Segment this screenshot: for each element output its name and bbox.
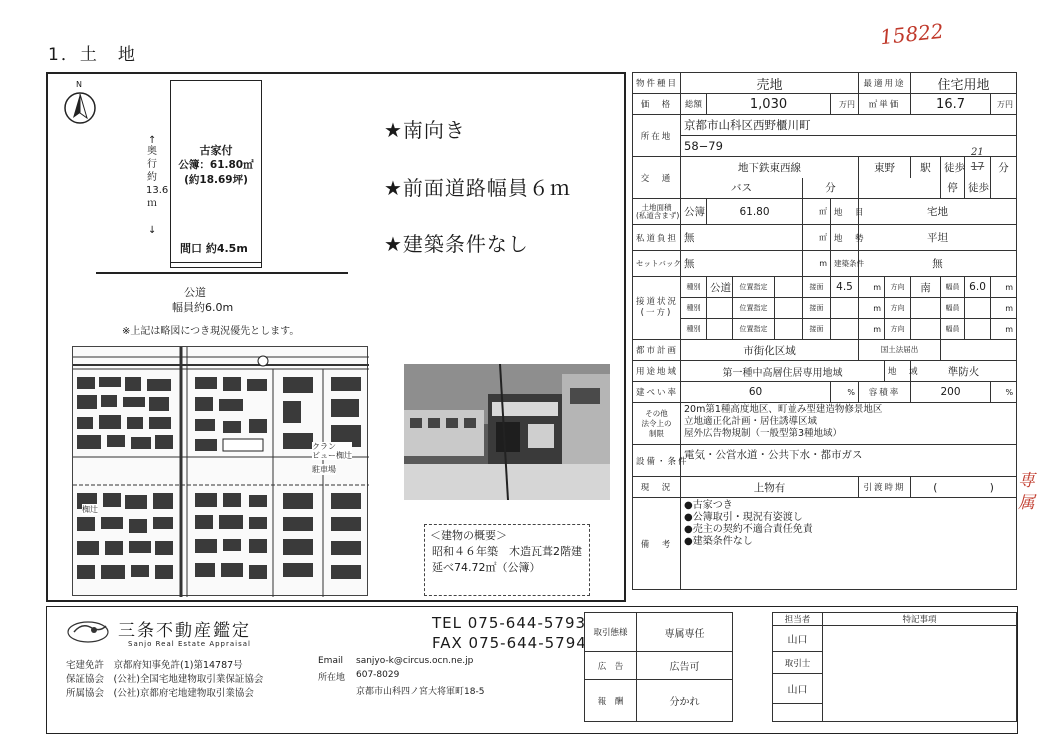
stop-label: 停 bbox=[941, 178, 965, 199]
map-label-area: 椥辻 bbox=[82, 505, 98, 514]
national-land bbox=[941, 340, 1017, 361]
postal-code: 607-8029 bbox=[356, 670, 400, 680]
building-condition: 無 bbox=[859, 251, 1017, 277]
header-land-area: 土地面積 (私道含まず) bbox=[633, 199, 681, 225]
guarantee-association: 保証協会 (公社)全国宅地建物取引業保証協会 bbox=[66, 674, 264, 685]
plot-area-tsubo: (約18.69坪) bbox=[184, 174, 248, 186]
fee: 分かれ bbox=[637, 680, 733, 722]
agent-spare bbox=[773, 704, 823, 722]
company-name: 三条不動産鑑定 bbox=[118, 621, 251, 641]
building-summary-line2: 延べ74.72㎡（公簿） bbox=[432, 561, 541, 574]
road2-kind bbox=[707, 298, 733, 319]
header-national-land: 国土法届出 bbox=[859, 340, 941, 361]
header-building-condition: 建築条件 bbox=[831, 251, 859, 277]
section-title: 1．土 地 bbox=[48, 45, 137, 65]
header-coverage: 建ぺい率 bbox=[633, 382, 681, 403]
station-name: 東野 bbox=[859, 157, 911, 178]
bus-label: バス bbox=[681, 178, 803, 199]
private-road-unit: ㎡ bbox=[803, 225, 831, 251]
header-current: 現 況 bbox=[633, 477, 681, 498]
header-location: 所在地 bbox=[633, 115, 681, 157]
member-association: 所属協会 (公社)京都府宅地建物取引業協会 bbox=[66, 688, 254, 699]
handwritten-number: 15822 bbox=[878, 18, 945, 50]
road-width-unit: m bbox=[991, 277, 1017, 298]
building-summary-line1: 昭和４６年築 木造瓦葺2階建 bbox=[432, 545, 582, 558]
road2-width-header: 幅員 bbox=[941, 298, 965, 319]
unit-price-unit: 万円 bbox=[991, 94, 1017, 115]
header-handover: 引渡時期 bbox=[859, 477, 911, 498]
other-restriction-2: 立地適正化計画・居住誘導区域 bbox=[684, 416, 818, 427]
walk-min-unit: 分 bbox=[991, 157, 1017, 178]
header-use: 最適用途 bbox=[859, 73, 911, 94]
header-fee: 報 酬 bbox=[585, 680, 637, 722]
price-value: 1,030 bbox=[707, 94, 831, 115]
remarks bbox=[681, 498, 1017, 590]
depth-arrow-up-icon: ↑ bbox=[148, 135, 157, 146]
email-address: sanjyo-k@circus.ocn.ne.jp bbox=[356, 656, 474, 666]
property-photo bbox=[404, 364, 610, 500]
plot-frontage: 間口 約4.5m bbox=[180, 242, 248, 255]
road-position bbox=[775, 277, 803, 298]
frontage-dimension-line bbox=[170, 262, 262, 263]
walk-minutes-handwritten: 21 bbox=[971, 147, 984, 158]
header-fire-zone: 地 域 bbox=[885, 361, 911, 382]
header-private-road: 私道負担 bbox=[633, 225, 681, 251]
header-type: 物件種目 bbox=[633, 73, 681, 94]
stop-walk: 徒歩 bbox=[965, 178, 991, 199]
other-restriction-3: 屋外広告物規制（一般型第3種地域） bbox=[684, 428, 843, 439]
total-label: 総額 bbox=[681, 94, 707, 115]
city-planning: 市街化区域 bbox=[681, 340, 859, 361]
remark-4: ●建築条件なし bbox=[684, 536, 753, 547]
licensed-agent: 山口 bbox=[773, 674, 823, 704]
north-label: N bbox=[76, 80, 82, 89]
road3-width bbox=[965, 319, 991, 340]
stop-walk-minutes bbox=[991, 178, 1017, 199]
coverage-ratio: 60 bbox=[681, 382, 831, 403]
road2-kind-header: 種別 bbox=[681, 298, 707, 319]
header-city-planning: 都市計画 bbox=[633, 340, 681, 361]
area-label: 公簿 bbox=[681, 199, 707, 225]
road3-kind bbox=[707, 319, 733, 340]
road-kind: 公道 bbox=[707, 277, 733, 298]
header-special-notes: 特記事項 bbox=[823, 613, 1017, 626]
private-road: 無 bbox=[681, 225, 803, 251]
road2-position bbox=[775, 298, 803, 319]
depth-arrow-down-icon: ↓ bbox=[148, 225, 157, 236]
road-line bbox=[96, 272, 348, 274]
station-suffix: 駅 bbox=[911, 157, 941, 178]
coverage-unit: % bbox=[831, 382, 859, 403]
road2-face-unit: m bbox=[859, 298, 885, 319]
road3-direction bbox=[911, 319, 941, 340]
road-face-unit: m bbox=[859, 277, 885, 298]
road3-width-unit: m bbox=[991, 319, 1017, 340]
road2-width-unit: m bbox=[991, 298, 1017, 319]
walk-minutes bbox=[965, 147, 991, 178]
road2-direction-header: 方向 bbox=[885, 298, 911, 319]
road-kind-header: 種別 bbox=[681, 277, 707, 298]
header-zoning: 用途地域 bbox=[633, 361, 681, 382]
facilities: 電気・公営水道・公共下水・都市ガス bbox=[681, 445, 1017, 477]
road3-face-header: 接面 bbox=[803, 319, 831, 340]
road-width: 6.0 bbox=[965, 277, 991, 298]
remark-3: ●売主の契約不適合責任免責 bbox=[684, 524, 813, 535]
sketch-note: ※上記は略図につき現況優先とします。 bbox=[122, 326, 300, 337]
best-use: 住宅用地 bbox=[911, 73, 1017, 94]
feature-no-building-condition: ★建築条件なし bbox=[384, 232, 529, 256]
price-unit: 万円 bbox=[831, 94, 859, 115]
staff-name: 山口 bbox=[773, 626, 823, 652]
road-direction: 南 bbox=[911, 277, 941, 298]
north-arrow-icon bbox=[62, 86, 98, 126]
setback: 無 bbox=[681, 251, 803, 277]
land-area-unit: ㎡ bbox=[803, 199, 831, 225]
property-spec-table bbox=[632, 72, 1017, 590]
fax-number: FAX 075-644-5794 bbox=[432, 634, 587, 652]
road3-position bbox=[775, 319, 803, 340]
road-width-header: 幅員 bbox=[941, 277, 965, 298]
transaction-mode: 専属専任 bbox=[637, 613, 733, 652]
map-label-building: クラン ビュー椥辻 bbox=[312, 442, 352, 460]
plot-area-sqm: 公簿：61.80㎡ bbox=[178, 159, 254, 171]
road-direction-header: 方向 bbox=[885, 277, 911, 298]
road-position-header: 位置指定 bbox=[733, 277, 775, 298]
land-area: 61.80 bbox=[707, 199, 803, 225]
fire-zone: 準防火 bbox=[911, 361, 1017, 382]
feature-road-width: ★前面道路幅員６ｍ bbox=[384, 176, 571, 200]
header-terrain: 地 勢 bbox=[831, 225, 859, 251]
road3-face-unit: m bbox=[859, 319, 885, 340]
bus-stop-name bbox=[859, 178, 941, 199]
property-type: 売地 bbox=[681, 73, 859, 94]
road3-kind-header: 種別 bbox=[681, 319, 707, 340]
road3-width-header: 幅員 bbox=[941, 319, 965, 340]
zoning: 第一種中高層住居専用地域 bbox=[681, 361, 885, 382]
deal-gap bbox=[733, 613, 773, 722]
road-face: 4.5 bbox=[831, 277, 859, 298]
header-other-restrictions: その他 法令上の 制限 bbox=[633, 403, 681, 445]
road2-direction bbox=[911, 298, 941, 319]
phone-number: TEL 075-644-5793 bbox=[432, 614, 587, 632]
plot-label-old-house: 古家付 bbox=[199, 144, 233, 157]
remark-2: ●公簿取引・現況有姿渡し bbox=[684, 512, 803, 523]
location-line1: 京都市山科区西野櫃川町 bbox=[681, 115, 1017, 136]
advertising: 広告可 bbox=[637, 652, 733, 680]
other-restrictions bbox=[681, 403, 1017, 445]
road2-face bbox=[831, 298, 859, 319]
road2-width bbox=[965, 298, 991, 319]
header-road-access: 接道状況 (一方) bbox=[633, 277, 681, 340]
header-unit-price: ㎡単価 bbox=[859, 94, 911, 115]
terrain: 平坦 bbox=[859, 225, 1017, 251]
road-label: 公道 bbox=[184, 286, 206, 299]
email-label: Email bbox=[318, 656, 343, 666]
special-notes bbox=[823, 626, 1017, 722]
remark-1: ●古家つき bbox=[684, 500, 733, 511]
header-advertising: 広 告 bbox=[585, 652, 637, 680]
header-facilities: 設備・条件 bbox=[633, 445, 681, 477]
road-face-header: 接面 bbox=[803, 277, 831, 298]
unit-price-value: 16.7 bbox=[911, 94, 991, 115]
road2-position-header: 位置指定 bbox=[733, 298, 775, 319]
company-address: 京都市山科四ノ宮大将軍町18-5 bbox=[356, 687, 485, 697]
header-staff: 担当者 bbox=[773, 613, 823, 626]
road2-face-header: 接面 bbox=[803, 298, 831, 319]
location-line2: 58−79 bbox=[681, 136, 1017, 157]
company-logo-icon bbox=[66, 618, 112, 644]
feature-south-facing: ★南向き bbox=[384, 118, 466, 142]
building-summary-title: ＜建物の概要＞ bbox=[430, 529, 507, 542]
bus-min: 分 bbox=[803, 178, 859, 199]
road3-direction-header: 方向 bbox=[885, 319, 911, 340]
handwritten-side-note: 専属 bbox=[1018, 471, 1035, 513]
company-name-english: Sanjo Real Estate Appraisal bbox=[128, 640, 251, 648]
plot-depth: 奥行約13.6ｍ bbox=[146, 146, 169, 209]
current-status: 上物有 bbox=[681, 477, 859, 498]
train-line: 地下鉄東西線 bbox=[681, 157, 859, 178]
header-category: 地 目 bbox=[831, 199, 859, 225]
setback-unit: m bbox=[803, 251, 831, 277]
walk-label: 徒歩 bbox=[941, 157, 965, 178]
transaction-table bbox=[584, 612, 1017, 722]
header-remarks: 備 考 bbox=[633, 498, 681, 590]
header-setback: セットバック bbox=[633, 251, 681, 277]
other-restriction-1: 20m第1種高度地区、町並み型建造物修景地区 bbox=[684, 404, 883, 415]
header-price: 価 格 bbox=[633, 94, 681, 115]
land-category: 宅地 bbox=[859, 199, 1017, 225]
far-unit: % bbox=[991, 382, 1017, 403]
floor-area-ratio: 200 bbox=[911, 382, 991, 403]
header-traffic: 交 通 bbox=[633, 157, 681, 199]
photo-graphic bbox=[404, 364, 610, 500]
header-licensed-agent: 取引士 bbox=[773, 652, 823, 674]
handover-date: ( ) bbox=[911, 477, 1017, 498]
license-line: 宅建免許 京都府知事免許(1)第14787号 bbox=[66, 660, 243, 671]
road-width-label: 幅員約6.0m bbox=[172, 301, 234, 314]
address-label: 所在地 bbox=[318, 673, 346, 683]
map-label-parking: 駐車場 bbox=[312, 465, 336, 474]
header-floor-area-ratio: 容積率 bbox=[859, 382, 911, 403]
road3-face bbox=[831, 319, 859, 340]
header-transaction-mode: 取引態様 bbox=[585, 613, 637, 652]
walk-minutes-struck: 17 bbox=[970, 161, 985, 174]
road3-position-header: 位置指定 bbox=[733, 319, 775, 340]
